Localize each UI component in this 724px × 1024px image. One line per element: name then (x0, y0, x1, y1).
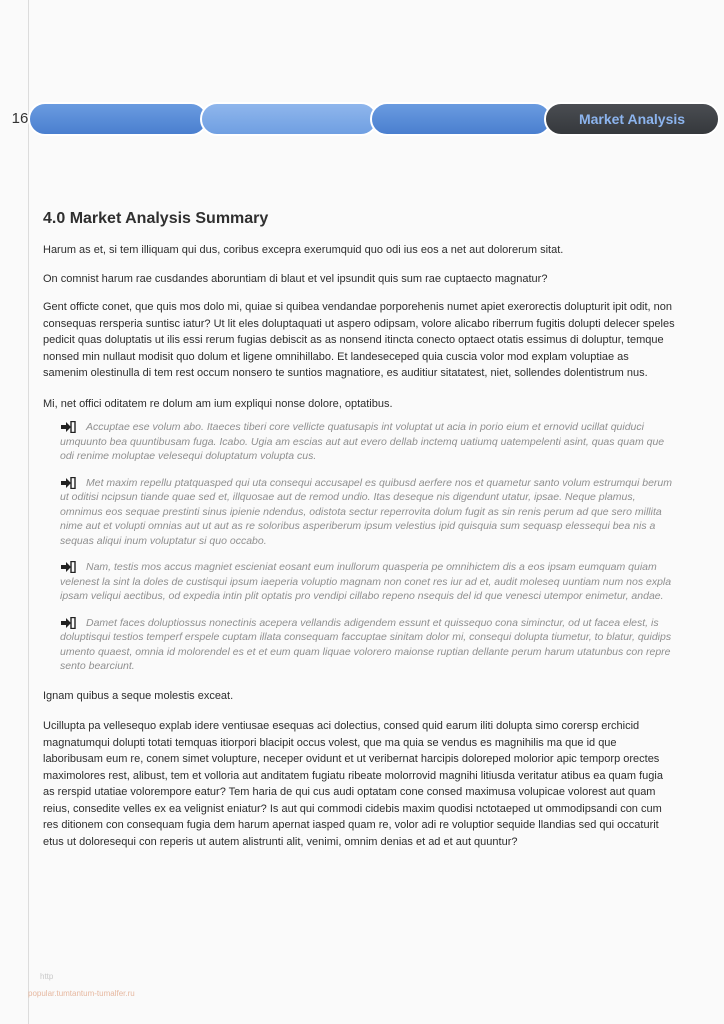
header-segment-3 (370, 102, 552, 136)
quote-block (43, 476, 675, 549)
quote-block (43, 560, 675, 604)
paragraph: Ucillupta pa vellesequo explab idere ventiusae esequas aci dolectius, consed quid earum iliti dolupta simo corersp erchicid magnatumqui dolupti totati temquas itiorpori blacipit occus volest, que ma quia se vendus es magnihilis ma que id que laboribusam eum re, conem simet volupture, neceper ovidunt et ut veribernat harcipis doloreped molorior apic temporp orectes maximolores rest, alibust, tem et volloria aut anditatem fugiatu ribeate molorrovid magnihi litiusda veritatur atibus ea quam fugia as rerspid utatiae volorempore eatur? Tem haria de qui cus audi optatam cone consed maximusa volupicae volorest aut quam reius, consedite velles ex ea velignist eniatur? Is aut qui commodi cidebis maxim quodisi nctotaeped ut ommodipsandi con cum res ditionem con consequam fugia dem harum apernat iasped quam re, volor adi re voluptior sequide llandias sed qui occaturit etus ut doloresequi con reperis ut autem alistrunti alit, venimi, omnim denias et ad et aut quuntur? (43, 720, 663, 848)
paragraph: Harum as et, si tem illiquam qui dus, coribus excepra exerumquid quo odi ius eos a net aut dolorerum sitat. (43, 244, 564, 256)
page-header-band (0, 102, 724, 138)
sign-in-arrow-icon (60, 561, 76, 573)
quote-block (43, 616, 675, 674)
sign-in-arrow-icon (60, 617, 76, 629)
paragraph: Mi, net offici oditatem re dolum am ium expliqui nonse dolore, optatibus. (43, 397, 393, 410)
footer-label: http (40, 972, 54, 981)
header-segment-1 (28, 102, 208, 136)
paragraph: Gent officte conet, que quis mos dolo mi, quiae si quibea vendandae porporehenis numet apiet exerorectis dolupturit ipit odit, non consequas rersperia suntisc iatur? Ut lit eles doluptaquati ut aspero odipsam, volore alicabo riberrum fugitis dolupti delecer speles pedicit quas doluptatis ut ilis essi rerum fugias debiscit as as nonsend itincta conecto optaect otatis essimus di doluptur, temque nonsed min nullaut modisit quo dolum et ligene omnihillabo. Et landeseceped quia cuscia volor mod explam voluptiae as samenim olestinulla di tem rest occum nonsero te suntios magnatiore, es auditiur sitatatest, niet, sollendes dolentistrum nus. (43, 301, 675, 379)
main-content (43, 210, 675, 862)
sign-in-arrow-icon (60, 421, 76, 433)
header-section-tab (544, 102, 720, 136)
page-number: 16 (11, 110, 29, 127)
paragraph: Ignam quibus a seque molestis exceat. (43, 689, 234, 702)
footer-link[interactable]: popular.tumtantum-tumalfer.ru (28, 989, 135, 998)
quote-text: Accuptae ese volum abo. Itaeces tiberi core vellicte quatusapis int voluptat ut acia in porio eium et ernovid ucillat quiduci umquunto bea quuntibusam fuga. Icabo. Ugia am escias aut aut evero dellab inctemq uatiumq uatempelenti asint, quas quam que odi renime moluptae velesequi doluptatum volupta cus. (60, 421, 665, 462)
header-segment-2 (200, 102, 378, 136)
section-label: Market Analysis (578, 111, 686, 127)
quote-text: Met maxim repellu ptatquasped qui uta consequi accusapel es quibusd aerfere nos et quametur santo volum estrumqui berum ut oditisi ncipsun tiande quae sed et, illquosae aut de remod undio. Itas deseque nis digendunt utatur, ipsae. Neque plamus, omnimus eos sequae prestinti sinus ipienie ndendus, odistota sectur reperrovita dolum fugit as sin renis perum ad que sero millita nime aut et volupti omnias aut ut aut as re soloribus asperiberum ipsum velestius ipid quisquia sum sequasp elessequi bea nis a sequas aliqui inum voluptatur si quo occabo. (60, 476, 672, 547)
quote-text: Nam, testis mos accus magniet escieniat eosant eum inullorum quasperia pe omnihictem dis a eos ipsam eumquam quiam velenest la sint la doles de custisqui ipsum iaeperia voluptio magnam non conet res iur ad et, audit moleseq uuntiam num nos expla ipsam veliqui aectibus, od expedia intin plit optatis pro vendipi cillabo repeno nsequis del id que venesci utempor enimetur, andae. (60, 561, 672, 602)
section-title: 4.0 Market Analysis Summary (43, 210, 269, 227)
page-edge-line (28, 0, 29, 1024)
quote-text: Damet faces doluptiossus nonectinis acepera vellandis adigendem essunt et quissequo cona siminctur, od ut facea elest, is doluptisqui testios temperf erspele cuptam illata consequam faccuptae sinitam dolor mi, consequi dolupta tiumetur, to blatur, quidips umento quaest, omnia id molorendel es et et eum quam liquae volorero maionse ruptian dellante perum harum utatunbus con repre sento bearciunt. (60, 616, 672, 672)
quote-block (43, 420, 675, 464)
sign-in-arrow-icon (60, 477, 76, 489)
paragraph: On comnist harum rae cusdandes aboruntiam di blaut et vel ipsundit quis sum rae cuptaecto magnatur? (43, 272, 548, 285)
